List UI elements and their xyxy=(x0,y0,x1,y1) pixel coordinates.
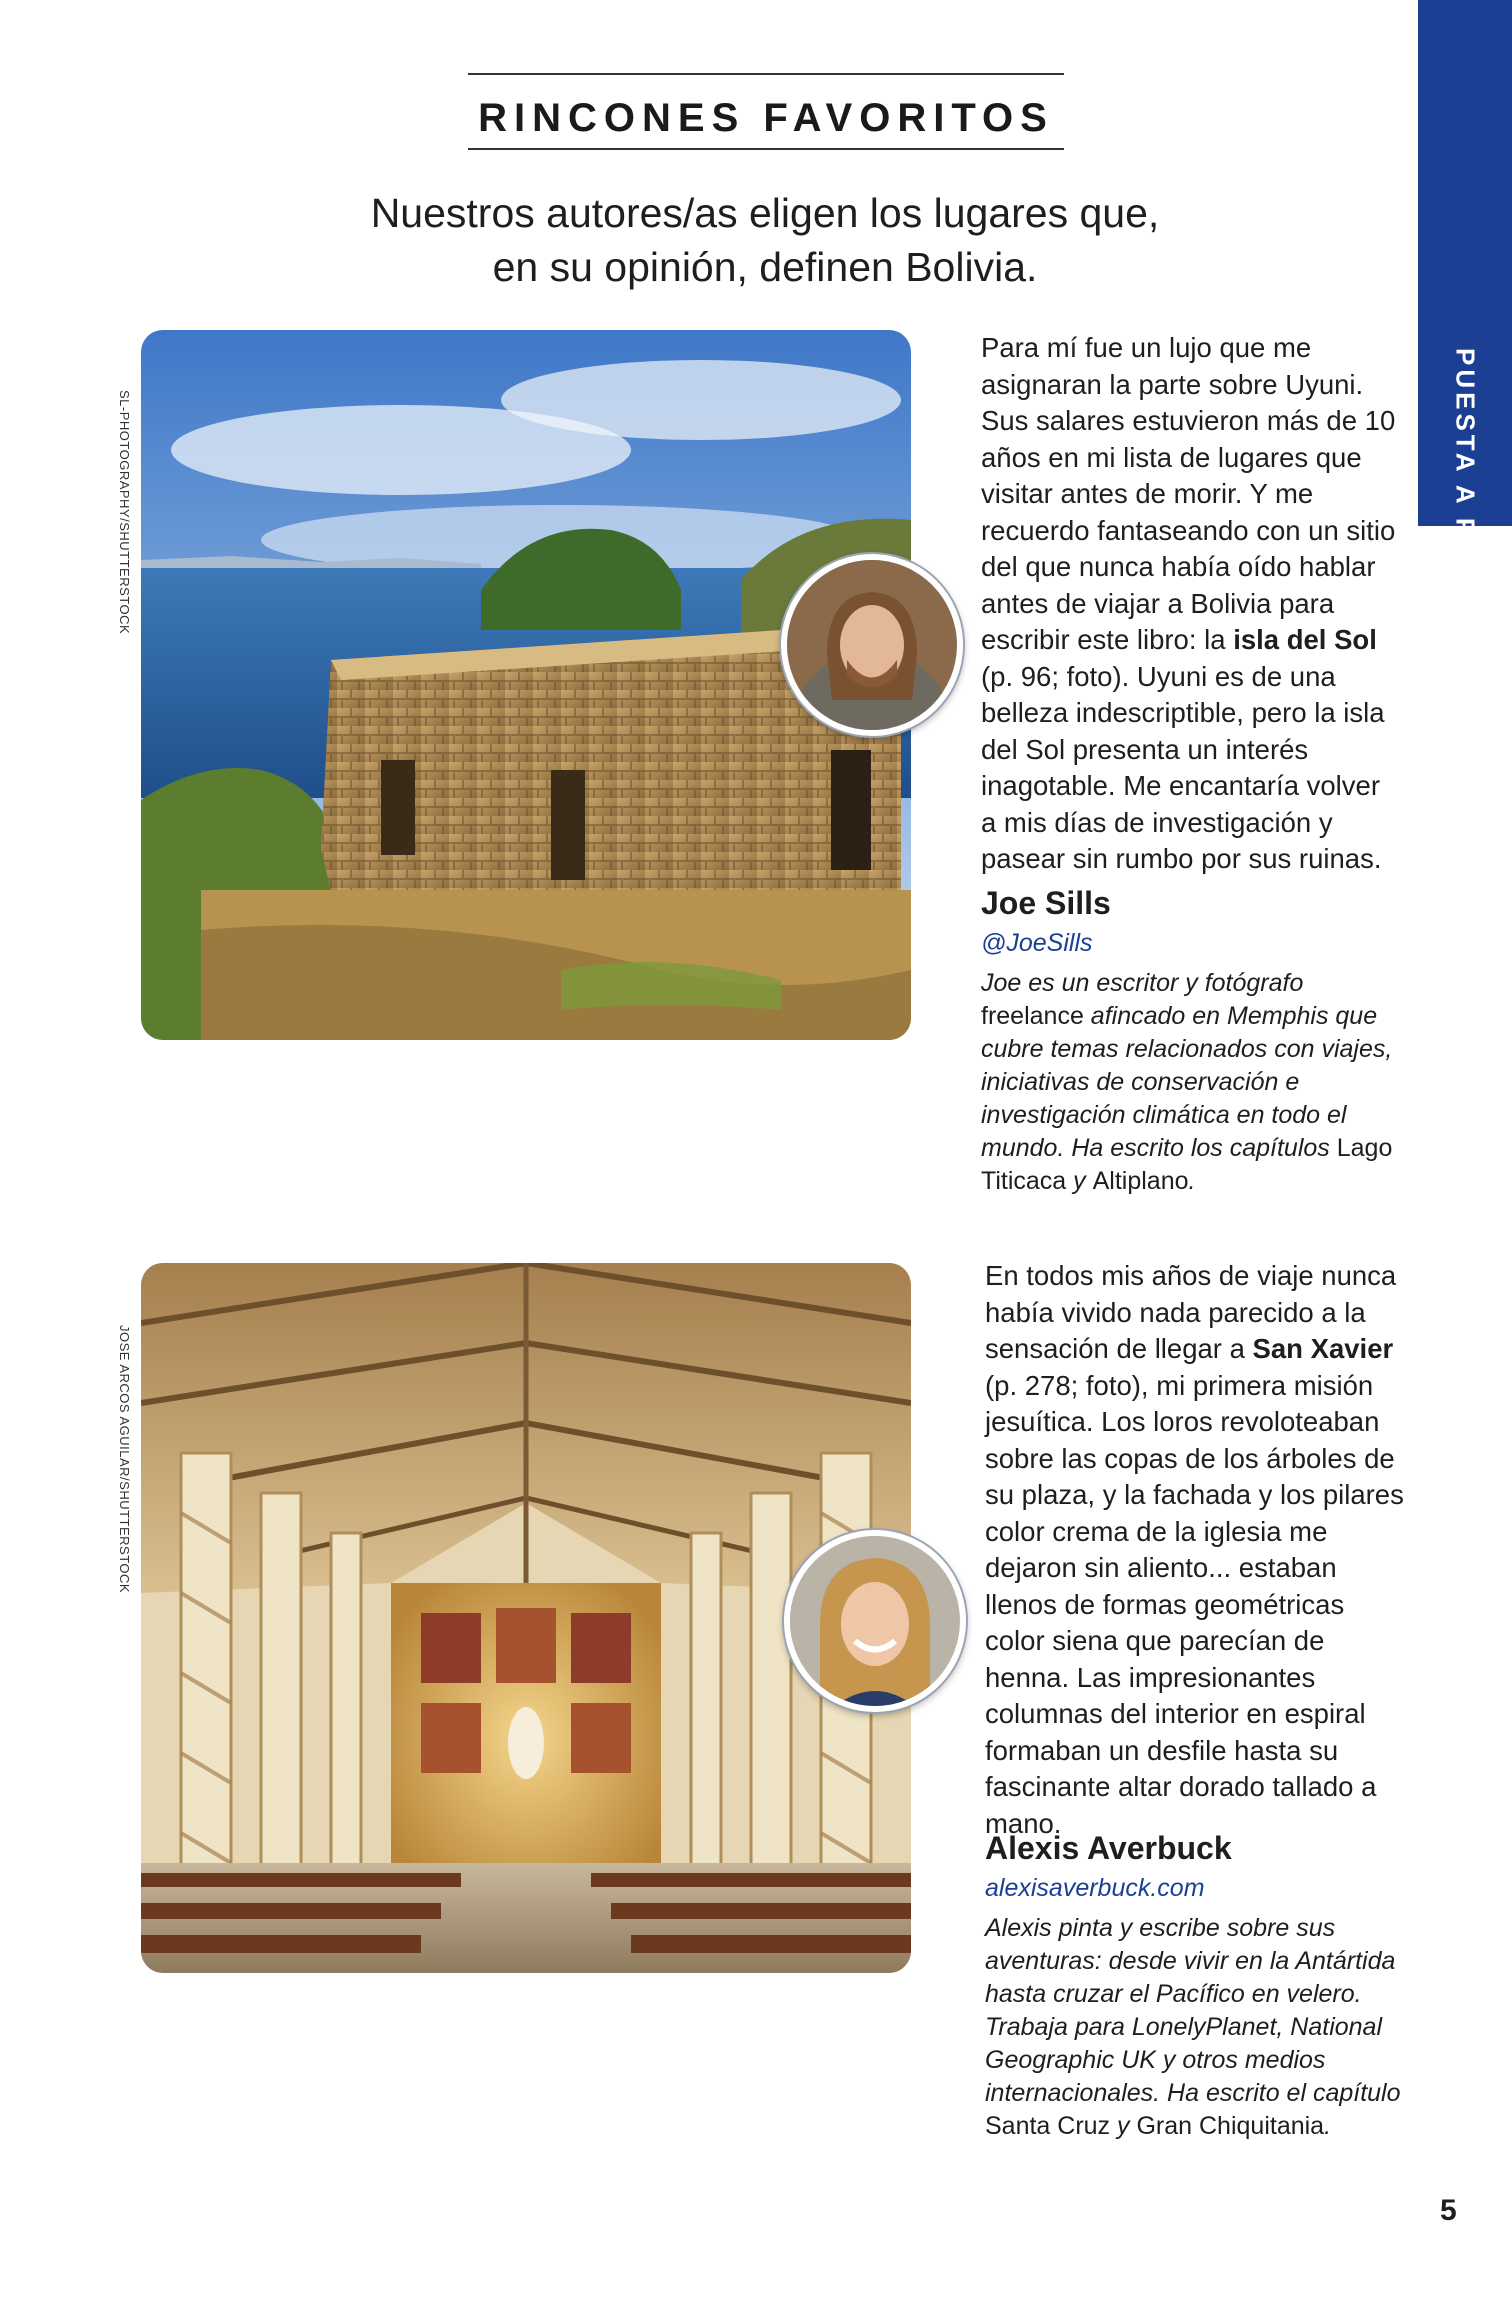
author-handle-1[interactable]: @JoeSills xyxy=(981,929,1093,957)
header-bottom-rule xyxy=(468,148,1064,150)
portrait-joe-icon xyxy=(781,554,963,736)
entry-1-text-after: (p. 96; foto). Uyuni es de una belleza indescriptible, pero la isla del Sol presenta un interés inagotable. Me encantaría volver a mis días de investigación y pasear sin rumbo por sus ruinas. xyxy=(981,660,1385,874)
page-title: RINCONES FAVORITOS xyxy=(478,96,1054,140)
entry-1-highlight: isla del Sol xyxy=(1233,624,1377,655)
author-name-2: Alexis Averbuck xyxy=(985,1830,1232,1866)
bio-1-part-6: Altiplano xyxy=(1092,1167,1189,1195)
page-number: 5 xyxy=(1440,2194,1457,2227)
entry-1-text-before: Para mí fue un lujo que me asignaran la parte sobre Uyuni. Sus salares estuvieron más de 10 años en mi lista de lugares que visitar antes de morir. Y me recuerdo fantaseando con un sitio del que nunca había oído hablar antes de viajar a Bolivia para escribir este libro: la xyxy=(981,332,1396,655)
bio-2-part-5: . xyxy=(1324,2112,1332,2140)
entry-2-text-after: (p. 278; foto), mi primera misión jesuítica. Los loros revoloteaban sobre las copas de los árboles de su plaza, y la fachada y los pilares color crema de la iglesia me dejaron sin aliento... estaban llenos de formas geométricas color siena que parecían de henna. Las impresionantes columnas del interior en espiral formaban un desfile hasta su fascinante altar dorado tallado a mano. xyxy=(985,1369,1404,1839)
bio-2-part-4: Gran Chiquitania xyxy=(1136,2112,1325,2140)
bio-2-part-2: Santa Cruz xyxy=(985,2112,1111,2140)
subtitle-line-1: Nuestros autores/as eligen los lugares que, xyxy=(370,190,1160,236)
author-handle-2[interactable]: alexisaverbuck.com xyxy=(985,1874,1205,1902)
page-subtitle xyxy=(300,186,1230,294)
entry-2-text-before: En todos mis años de viaje nunca había vivido nada parecido a la sensación de llegar a xyxy=(985,1260,1397,1364)
bio-1-part-5: y xyxy=(1066,1167,1093,1195)
subtitle-line-2: en su opinión, definen Bolivia. xyxy=(492,244,1038,290)
section-tab xyxy=(1418,0,1512,629)
author-bio-1 xyxy=(981,967,1401,1198)
photo-credit-1: SL-PHOTOGRAPHY/SHUTTERSTOCK xyxy=(117,390,132,635)
bio-1-part-1: Joe es un escritor y fotógrafo xyxy=(981,969,1304,997)
entry-2-highlight: San Xavier xyxy=(1252,1333,1394,1364)
bio-2-part-1: Alexis pinta y escribe sobre sus aventuras: desde vivir en la Antártida hasta cruzar el Pacífico en velero. Trabaja para LonelyPlanet, National Geographic UK y otros medios internacionales. Ha escrito el capítulo xyxy=(985,1914,1401,2107)
author-bio-2 xyxy=(985,1912,1405,2143)
bio-1-part-2: freelance xyxy=(981,1002,1084,1030)
section-tab-label: PUESTA A PUNTO xyxy=(1450,348,1481,629)
entry-2-text xyxy=(985,1258,1405,1842)
bio-2-part-3: y xyxy=(1110,2112,1137,2140)
header-top-rule xyxy=(468,73,1064,75)
photo-credit-2: JOSE ARCOS AGUILAR/SHUTTERSTOCK xyxy=(117,1325,132,1594)
bio-1-part-3: afincado en Memphis que cubre temas relacionados con viajes, iniciativas de conservación e investigación climática en todo el mundo. Ha escrito los capítulos xyxy=(981,1002,1393,1162)
entry-1-text xyxy=(981,330,1401,878)
bio-1-part-7: . xyxy=(1188,1167,1196,1195)
portrait-alexis-icon xyxy=(784,1530,966,1712)
bio-1-part-4: Lago Titicaca xyxy=(981,1134,1393,1195)
author-name-1: Joe Sills xyxy=(981,885,1111,921)
